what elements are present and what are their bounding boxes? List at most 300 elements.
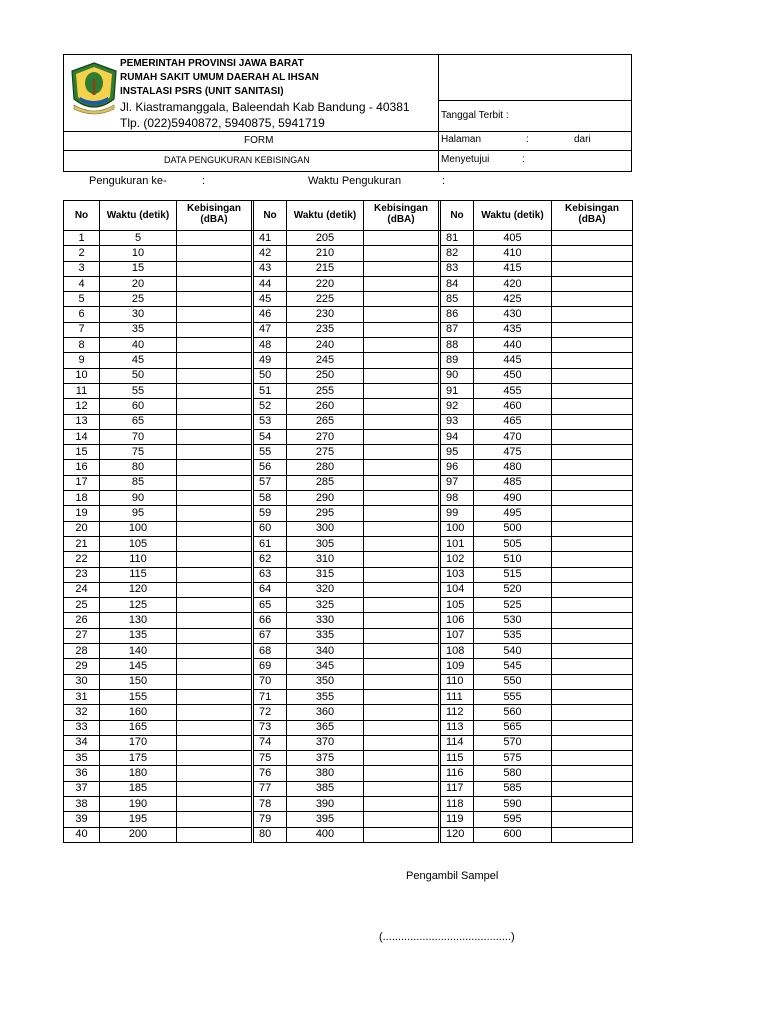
- cell-kebisingan-input[interactable]: [177, 628, 252, 643]
- cell-waktu: 250: [287, 368, 364, 383]
- cell-kebisingan-input[interactable]: [177, 307, 252, 322]
- cell-waktu: 600: [474, 827, 552, 842]
- cell-waktu: 345: [287, 659, 364, 674]
- cell-waktu: 295: [287, 506, 364, 521]
- cell-kebisingan-input[interactable]: [364, 689, 439, 704]
- table-row: [64, 751, 633, 766]
- cell-waktu: 220: [287, 276, 364, 291]
- cell-kebisingan-input[interactable]: [177, 812, 252, 827]
- cell-no: 119: [441, 812, 474, 827]
- cell-waktu: 50: [100, 368, 177, 383]
- cell-no: 116: [441, 766, 474, 781]
- cell-no: 8: [64, 338, 100, 353]
- cell-kebisingan-input[interactable]: [552, 644, 633, 659]
- cell-waktu: 190: [100, 796, 177, 811]
- cell-kebisingan-input[interactable]: [552, 536, 633, 551]
- cell-kebisingan-input[interactable]: [177, 536, 252, 551]
- cell-no: 66: [254, 613, 287, 628]
- cell-waktu: 195: [100, 812, 177, 827]
- cell-kebisingan-input[interactable]: [364, 276, 439, 291]
- cell-kebisingan-input[interactable]: [364, 582, 439, 597]
- cell-no: 93: [441, 414, 474, 429]
- cell-no: 118: [441, 796, 474, 811]
- col-header-waktu: Waktu (detik): [474, 201, 552, 231]
- col-header-no: No: [441, 201, 474, 231]
- cell-no: 30: [64, 674, 100, 689]
- cell-kebisingan-input[interactable]: [552, 322, 633, 337]
- cell-waktu: 545: [474, 659, 552, 674]
- cell-kebisingan-input[interactable]: [177, 644, 252, 659]
- cell-no: 68: [254, 644, 287, 659]
- cell-no: 115: [441, 751, 474, 766]
- cell-kebisingan-input[interactable]: [364, 644, 439, 659]
- cell-kebisingan-input[interactable]: [364, 460, 439, 475]
- cell-kebisingan-input[interactable]: [552, 506, 633, 521]
- cell-kebisingan-input[interactable]: [177, 491, 252, 506]
- table-row: [64, 827, 633, 842]
- cell-kebisingan-input[interactable]: [552, 567, 633, 582]
- table-row: [64, 292, 633, 307]
- cell-waktu: 135: [100, 628, 177, 643]
- cell-kebisingan-input[interactable]: [364, 705, 439, 720]
- cell-kebisingan-input[interactable]: [552, 276, 633, 291]
- cell-no: 50: [254, 368, 287, 383]
- cell-kebisingan-input[interactable]: [177, 751, 252, 766]
- cell-no: 98: [441, 491, 474, 506]
- cell-kebisingan-input[interactable]: [364, 261, 439, 276]
- cell-no: 22: [64, 552, 100, 567]
- cell-no: 3: [64, 261, 100, 276]
- cell-kebisingan-input[interactable]: [552, 414, 633, 429]
- cell-no: 45: [254, 292, 287, 307]
- cell-no: 111: [441, 689, 474, 704]
- cell-no: 25: [64, 598, 100, 613]
- cell-no: 40: [64, 827, 100, 842]
- cell-kebisingan-input[interactable]: [364, 766, 439, 781]
- cell-no: 78: [254, 796, 287, 811]
- waktu-pengukuran-colon: :: [442, 175, 446, 187]
- cell-no: 17: [64, 475, 100, 490]
- cell-no: 91: [441, 383, 474, 398]
- cell-no: 57: [254, 475, 287, 490]
- table-header-row: [64, 201, 633, 231]
- cell-kebisingan-input[interactable]: [177, 261, 252, 276]
- col-header-waktu: Waktu (detik): [287, 201, 364, 231]
- cell-kebisingan-input[interactable]: [177, 796, 252, 811]
- cell-waktu: 480: [474, 460, 552, 475]
- cell-no: 7: [64, 322, 100, 337]
- cell-waktu: 465: [474, 414, 552, 429]
- cell-waktu: 325: [287, 598, 364, 613]
- cell-kebisingan-input[interactable]: [177, 552, 252, 567]
- cell-kebisingan-input[interactable]: [552, 307, 633, 322]
- table-row: [64, 338, 633, 353]
- cell-kebisingan-input[interactable]: [177, 705, 252, 720]
- cell-kebisingan-input[interactable]: [364, 598, 439, 613]
- cell-waktu: 100: [100, 521, 177, 536]
- cell-kebisingan-input[interactable]: [177, 582, 252, 597]
- cell-waktu: 485: [474, 475, 552, 490]
- cell-kebisingan-input[interactable]: [364, 751, 439, 766]
- cell-no: 19: [64, 506, 100, 521]
- cell-kebisingan-input[interactable]: [364, 812, 439, 827]
- cell-kebisingan-input[interactable]: [177, 231, 252, 246]
- cell-kebisingan-input[interactable]: [552, 475, 633, 490]
- cell-kebisingan-input[interactable]: [364, 399, 439, 414]
- cell-no: 90: [441, 368, 474, 383]
- cell-no: 54: [254, 429, 287, 444]
- cell-no: 52: [254, 399, 287, 414]
- table-row: [64, 705, 633, 720]
- cell-kebisingan-input[interactable]: [177, 659, 252, 674]
- header-line: [438, 100, 631, 101]
- cell-waktu: 35: [100, 322, 177, 337]
- cell-no: 53: [254, 414, 287, 429]
- cell-kebisingan-input[interactable]: [552, 231, 633, 246]
- cell-kebisingan-input[interactable]: [552, 399, 633, 414]
- cell-waktu: 340: [287, 644, 364, 659]
- cell-waktu: 290: [287, 491, 364, 506]
- cell-kebisingan-input[interactable]: [177, 445, 252, 460]
- table-row: [64, 812, 633, 827]
- cell-kebisingan-input[interactable]: [177, 338, 252, 353]
- cell-kebisingan-input[interactable]: [552, 674, 633, 689]
- header-line: [64, 131, 631, 132]
- cell-no: 38: [64, 796, 100, 811]
- cell-no: 39: [64, 812, 100, 827]
- cell-kebisingan-input[interactable]: [364, 338, 439, 353]
- cell-kebisingan-input[interactable]: [364, 628, 439, 643]
- cell-kebisingan-input[interactable]: [177, 720, 252, 735]
- cell-kebisingan-input[interactable]: [177, 827, 252, 842]
- cell-kebisingan-input[interactable]: [552, 460, 633, 475]
- table-row: [64, 460, 633, 475]
- cell-waktu: 115: [100, 567, 177, 582]
- col-header-kebisingan: Kebisingan (dBA): [364, 201, 439, 231]
- cell-waktu: 490: [474, 491, 552, 506]
- cell-waktu: 75: [100, 445, 177, 460]
- cell-no: 86: [441, 307, 474, 322]
- halaman-colon: :: [526, 134, 529, 145]
- cell-kebisingan-input[interactable]: [364, 292, 439, 307]
- cell-waktu: 330: [287, 613, 364, 628]
- table-row: [64, 613, 633, 628]
- cell-waktu: 125: [100, 598, 177, 613]
- header-address: Jl. Kiastramanggala, Baleendah Kab Bandung - 40381: [120, 100, 410, 114]
- cell-kebisingan-input[interactable]: [177, 292, 252, 307]
- cell-waktu: 555: [474, 689, 552, 704]
- cell-kebisingan-input[interactable]: [552, 705, 633, 720]
- cell-waktu: 520: [474, 582, 552, 597]
- table-row: [64, 674, 633, 689]
- table-row: [64, 644, 633, 659]
- col-header-no: No: [254, 201, 287, 231]
- cell-kebisingan-input[interactable]: [177, 674, 252, 689]
- cell-no: 59: [254, 506, 287, 521]
- cell-no: 76: [254, 766, 287, 781]
- table-row: [64, 766, 633, 781]
- pengukuran-label: Pengukuran ke-: [89, 175, 167, 187]
- cell-no: 56: [254, 460, 287, 475]
- cell-waktu: 55: [100, 383, 177, 398]
- cell-no: 62: [254, 552, 287, 567]
- cell-no: 101: [441, 536, 474, 551]
- cell-no: 69: [254, 659, 287, 674]
- halaman-dari: dari: [574, 134, 591, 145]
- cell-kebisingan-input[interactable]: [177, 521, 252, 536]
- cell-no: 32: [64, 705, 100, 720]
- pengukuran-colon: :: [202, 175, 206, 187]
- cell-waktu: 60: [100, 399, 177, 414]
- cell-waktu: 430: [474, 307, 552, 322]
- cell-waktu: 525: [474, 598, 552, 613]
- cell-waktu: 410: [474, 246, 552, 261]
- cell-kebisingan-input[interactable]: [552, 353, 633, 368]
- cell-no: 102: [441, 552, 474, 567]
- cell-kebisingan-input[interactable]: [364, 567, 439, 582]
- cell-kebisingan-input[interactable]: [552, 261, 633, 276]
- cell-kebisingan-input[interactable]: [364, 445, 439, 460]
- cell-waktu: 45: [100, 353, 177, 368]
- cell-waktu: 40: [100, 338, 177, 353]
- cell-no: 67: [254, 628, 287, 643]
- cell-waktu: 350: [287, 674, 364, 689]
- cell-kebisingan-input[interactable]: [364, 674, 439, 689]
- cell-kebisingan-input[interactable]: [552, 582, 633, 597]
- cell-waktu: 400: [287, 827, 364, 842]
- cell-no: 89: [441, 353, 474, 368]
- table-row: [64, 475, 633, 490]
- cell-waktu: 475: [474, 445, 552, 460]
- cell-kebisingan-input[interactable]: [552, 445, 633, 460]
- cell-no: 33: [64, 720, 100, 735]
- cell-kebisingan-input[interactable]: [364, 322, 439, 337]
- cell-kebisingan-input[interactable]: [364, 735, 439, 750]
- cell-waktu: 420: [474, 276, 552, 291]
- cell-kebisingan-input[interactable]: [364, 307, 439, 322]
- cell-no: 31: [64, 689, 100, 704]
- cell-waktu: 310: [287, 552, 364, 567]
- cell-kebisingan-input[interactable]: [552, 598, 633, 613]
- cell-kebisingan-input[interactable]: [177, 506, 252, 521]
- cell-kebisingan-input[interactable]: [364, 491, 439, 506]
- cell-no: 117: [441, 781, 474, 796]
- cell-kebisingan-input[interactable]: [364, 231, 439, 246]
- tanggal-terbit-label: Tanggal Terbit :: [441, 110, 509, 121]
- cell-kebisingan-input[interactable]: [364, 552, 439, 567]
- cell-kebisingan-input[interactable]: [552, 751, 633, 766]
- cell-waktu: 435: [474, 322, 552, 337]
- table-row: [64, 536, 633, 551]
- cell-no: 24: [64, 582, 100, 597]
- cell-no: 82: [441, 246, 474, 261]
- cell-no: 12: [64, 399, 100, 414]
- cell-waktu: 455: [474, 383, 552, 398]
- cell-kebisingan-input[interactable]: [364, 659, 439, 674]
- cell-kebisingan-input[interactable]: [364, 368, 439, 383]
- cell-waktu: 315: [287, 567, 364, 582]
- cell-waktu: 355: [287, 689, 364, 704]
- cell-waktu: 235: [287, 322, 364, 337]
- cell-kebisingan-input[interactable]: [177, 781, 252, 796]
- cell-kebisingan-input[interactable]: [552, 491, 633, 506]
- table-row: [64, 276, 633, 291]
- cell-kebisingan-input[interactable]: [552, 628, 633, 643]
- cell-waktu: 280: [287, 460, 364, 475]
- cell-waktu: 80: [100, 460, 177, 475]
- table-row: [64, 720, 633, 735]
- cell-kebisingan-input[interactable]: [364, 536, 439, 551]
- cell-waktu: 130: [100, 613, 177, 628]
- cell-waktu: 285: [287, 475, 364, 490]
- cell-kebisingan-input[interactable]: [552, 246, 633, 261]
- table-row: [64, 231, 633, 246]
- cell-kebisingan-input[interactable]: [177, 429, 252, 444]
- cell-no: 46: [254, 307, 287, 322]
- cell-kebisingan-input[interactable]: [364, 781, 439, 796]
- cell-waktu: 440: [474, 338, 552, 353]
- cell-kebisingan-input[interactable]: [177, 735, 252, 750]
- cell-waktu: 175: [100, 751, 177, 766]
- cell-kebisingan-input[interactable]: [552, 521, 633, 536]
- cell-no: 11: [64, 383, 100, 398]
- cell-kebisingan-input[interactable]: [552, 552, 633, 567]
- cell-no: 18: [64, 491, 100, 506]
- cell-kebisingan-input[interactable]: [364, 353, 439, 368]
- waktu-pengukuran-label: Waktu Pengukuran: [308, 175, 402, 187]
- cell-waktu: 450: [474, 368, 552, 383]
- cell-no: 4: [64, 276, 100, 291]
- menyetujui-label: Menyetujui: [441, 154, 490, 165]
- cell-no: 43: [254, 261, 287, 276]
- cell-kebisingan-input[interactable]: [177, 598, 252, 613]
- cell-kebisingan-input[interactable]: [177, 322, 252, 337]
- cell-waktu: 70: [100, 429, 177, 444]
- cell-kebisingan-input[interactable]: [552, 827, 633, 842]
- header-divider: [438, 55, 439, 171]
- cell-kebisingan-input[interactable]: [177, 475, 252, 490]
- cell-no: 60: [254, 521, 287, 536]
- cell-no: 55: [254, 445, 287, 460]
- cell-kebisingan-input[interactable]: [364, 429, 439, 444]
- cell-no: 20: [64, 521, 100, 536]
- cell-no: 70: [254, 674, 287, 689]
- cell-no: 110: [441, 674, 474, 689]
- cell-waktu: 240: [287, 338, 364, 353]
- cell-kebisingan-input[interactable]: [552, 383, 633, 398]
- cell-waktu: 120: [100, 582, 177, 597]
- cell-waktu: 265: [287, 414, 364, 429]
- cell-kebisingan-input[interactable]: [177, 246, 252, 261]
- table-row: [64, 628, 633, 643]
- cell-waktu: 5: [100, 231, 177, 246]
- cell-no: 77: [254, 781, 287, 796]
- cell-kebisingan-input[interactable]: [552, 368, 633, 383]
- cell-kebisingan-input[interactable]: [177, 460, 252, 475]
- cell-kebisingan-input[interactable]: [552, 735, 633, 750]
- cell-no: 109: [441, 659, 474, 674]
- cell-waktu: 65: [100, 414, 177, 429]
- cell-waktu: 105: [100, 536, 177, 551]
- cell-waktu: 565: [474, 720, 552, 735]
- cell-kebisingan-input[interactable]: [552, 613, 633, 628]
- cell-kebisingan-input[interactable]: [177, 399, 252, 414]
- form-header: [63, 54, 632, 172]
- cell-no: 34: [64, 735, 100, 750]
- form-label: FORM: [244, 135, 274, 146]
- cell-kebisingan-input[interactable]: [364, 475, 439, 490]
- cell-no: 81: [441, 231, 474, 246]
- table-row: [64, 414, 633, 429]
- cell-no: 36: [64, 766, 100, 781]
- cell-kebisingan-input[interactable]: [552, 292, 633, 307]
- cell-kebisingan-input[interactable]: [364, 506, 439, 521]
- cell-kebisingan-input[interactable]: [552, 659, 633, 674]
- cell-kebisingan-input[interactable]: [552, 766, 633, 781]
- cell-no: 97: [441, 475, 474, 490]
- cell-kebisingan-input[interactable]: [177, 368, 252, 383]
- cell-waktu: 590: [474, 796, 552, 811]
- cell-waktu: 255: [287, 383, 364, 398]
- cell-no: 21: [64, 536, 100, 551]
- cell-waktu: 530: [474, 613, 552, 628]
- cell-kebisingan-input[interactable]: [364, 796, 439, 811]
- cell-waktu: 145: [100, 659, 177, 674]
- cell-kebisingan-input[interactable]: [552, 689, 633, 704]
- cell-kebisingan-input[interactable]: [177, 689, 252, 704]
- cell-kebisingan-input[interactable]: [177, 766, 252, 781]
- cell-kebisingan-input[interactable]: [364, 246, 439, 261]
- cell-no: 83: [441, 261, 474, 276]
- cell-waktu: 405: [474, 231, 552, 246]
- cell-kebisingan-input[interactable]: [552, 338, 633, 353]
- cell-kebisingan-input[interactable]: [364, 414, 439, 429]
- cell-kebisingan-input[interactable]: [364, 521, 439, 536]
- cell-no: 61: [254, 536, 287, 551]
- header-line2: RUMAH SAKIT UMUM DAERAH AL IHSAN: [120, 72, 319, 83]
- cell-kebisingan-input[interactable]: [552, 781, 633, 796]
- table-row: [64, 796, 633, 811]
- cell-kebisingan-input[interactable]: [364, 613, 439, 628]
- cell-no: 114: [441, 735, 474, 750]
- cell-kebisingan-input[interactable]: [364, 383, 439, 398]
- cell-kebisingan-input[interactable]: [177, 567, 252, 582]
- cell-kebisingan-input[interactable]: [552, 720, 633, 735]
- table-row: [64, 659, 633, 674]
- cell-kebisingan-input[interactable]: [177, 383, 252, 398]
- cell-kebisingan-input[interactable]: [552, 812, 633, 827]
- cell-kebisingan-input[interactable]: [177, 276, 252, 291]
- cell-kebisingan-input[interactable]: [552, 796, 633, 811]
- cell-waktu: 20: [100, 276, 177, 291]
- cell-no: 14: [64, 429, 100, 444]
- cell-no: 41: [254, 231, 287, 246]
- cell-no: 27: [64, 628, 100, 643]
- cell-no: 72: [254, 705, 287, 720]
- cell-kebisingan-input[interactable]: [552, 429, 633, 444]
- header-line3: INSTALASI PSRS (UNIT SANITASI): [120, 86, 284, 97]
- cell-kebisingan-input[interactable]: [177, 414, 252, 429]
- cell-waktu: 140: [100, 644, 177, 659]
- cell-kebisingan-input[interactable]: [364, 720, 439, 735]
- cell-waktu: 550: [474, 674, 552, 689]
- cell-kebisingan-input[interactable]: [177, 613, 252, 628]
- col-header-kebisingan: Kebisingan (dBA): [177, 201, 252, 231]
- cell-kebisingan-input[interactable]: [177, 353, 252, 368]
- cell-waktu: 375: [287, 751, 364, 766]
- cell-kebisingan-input[interactable]: [364, 827, 439, 842]
- cell-waktu: 415: [474, 261, 552, 276]
